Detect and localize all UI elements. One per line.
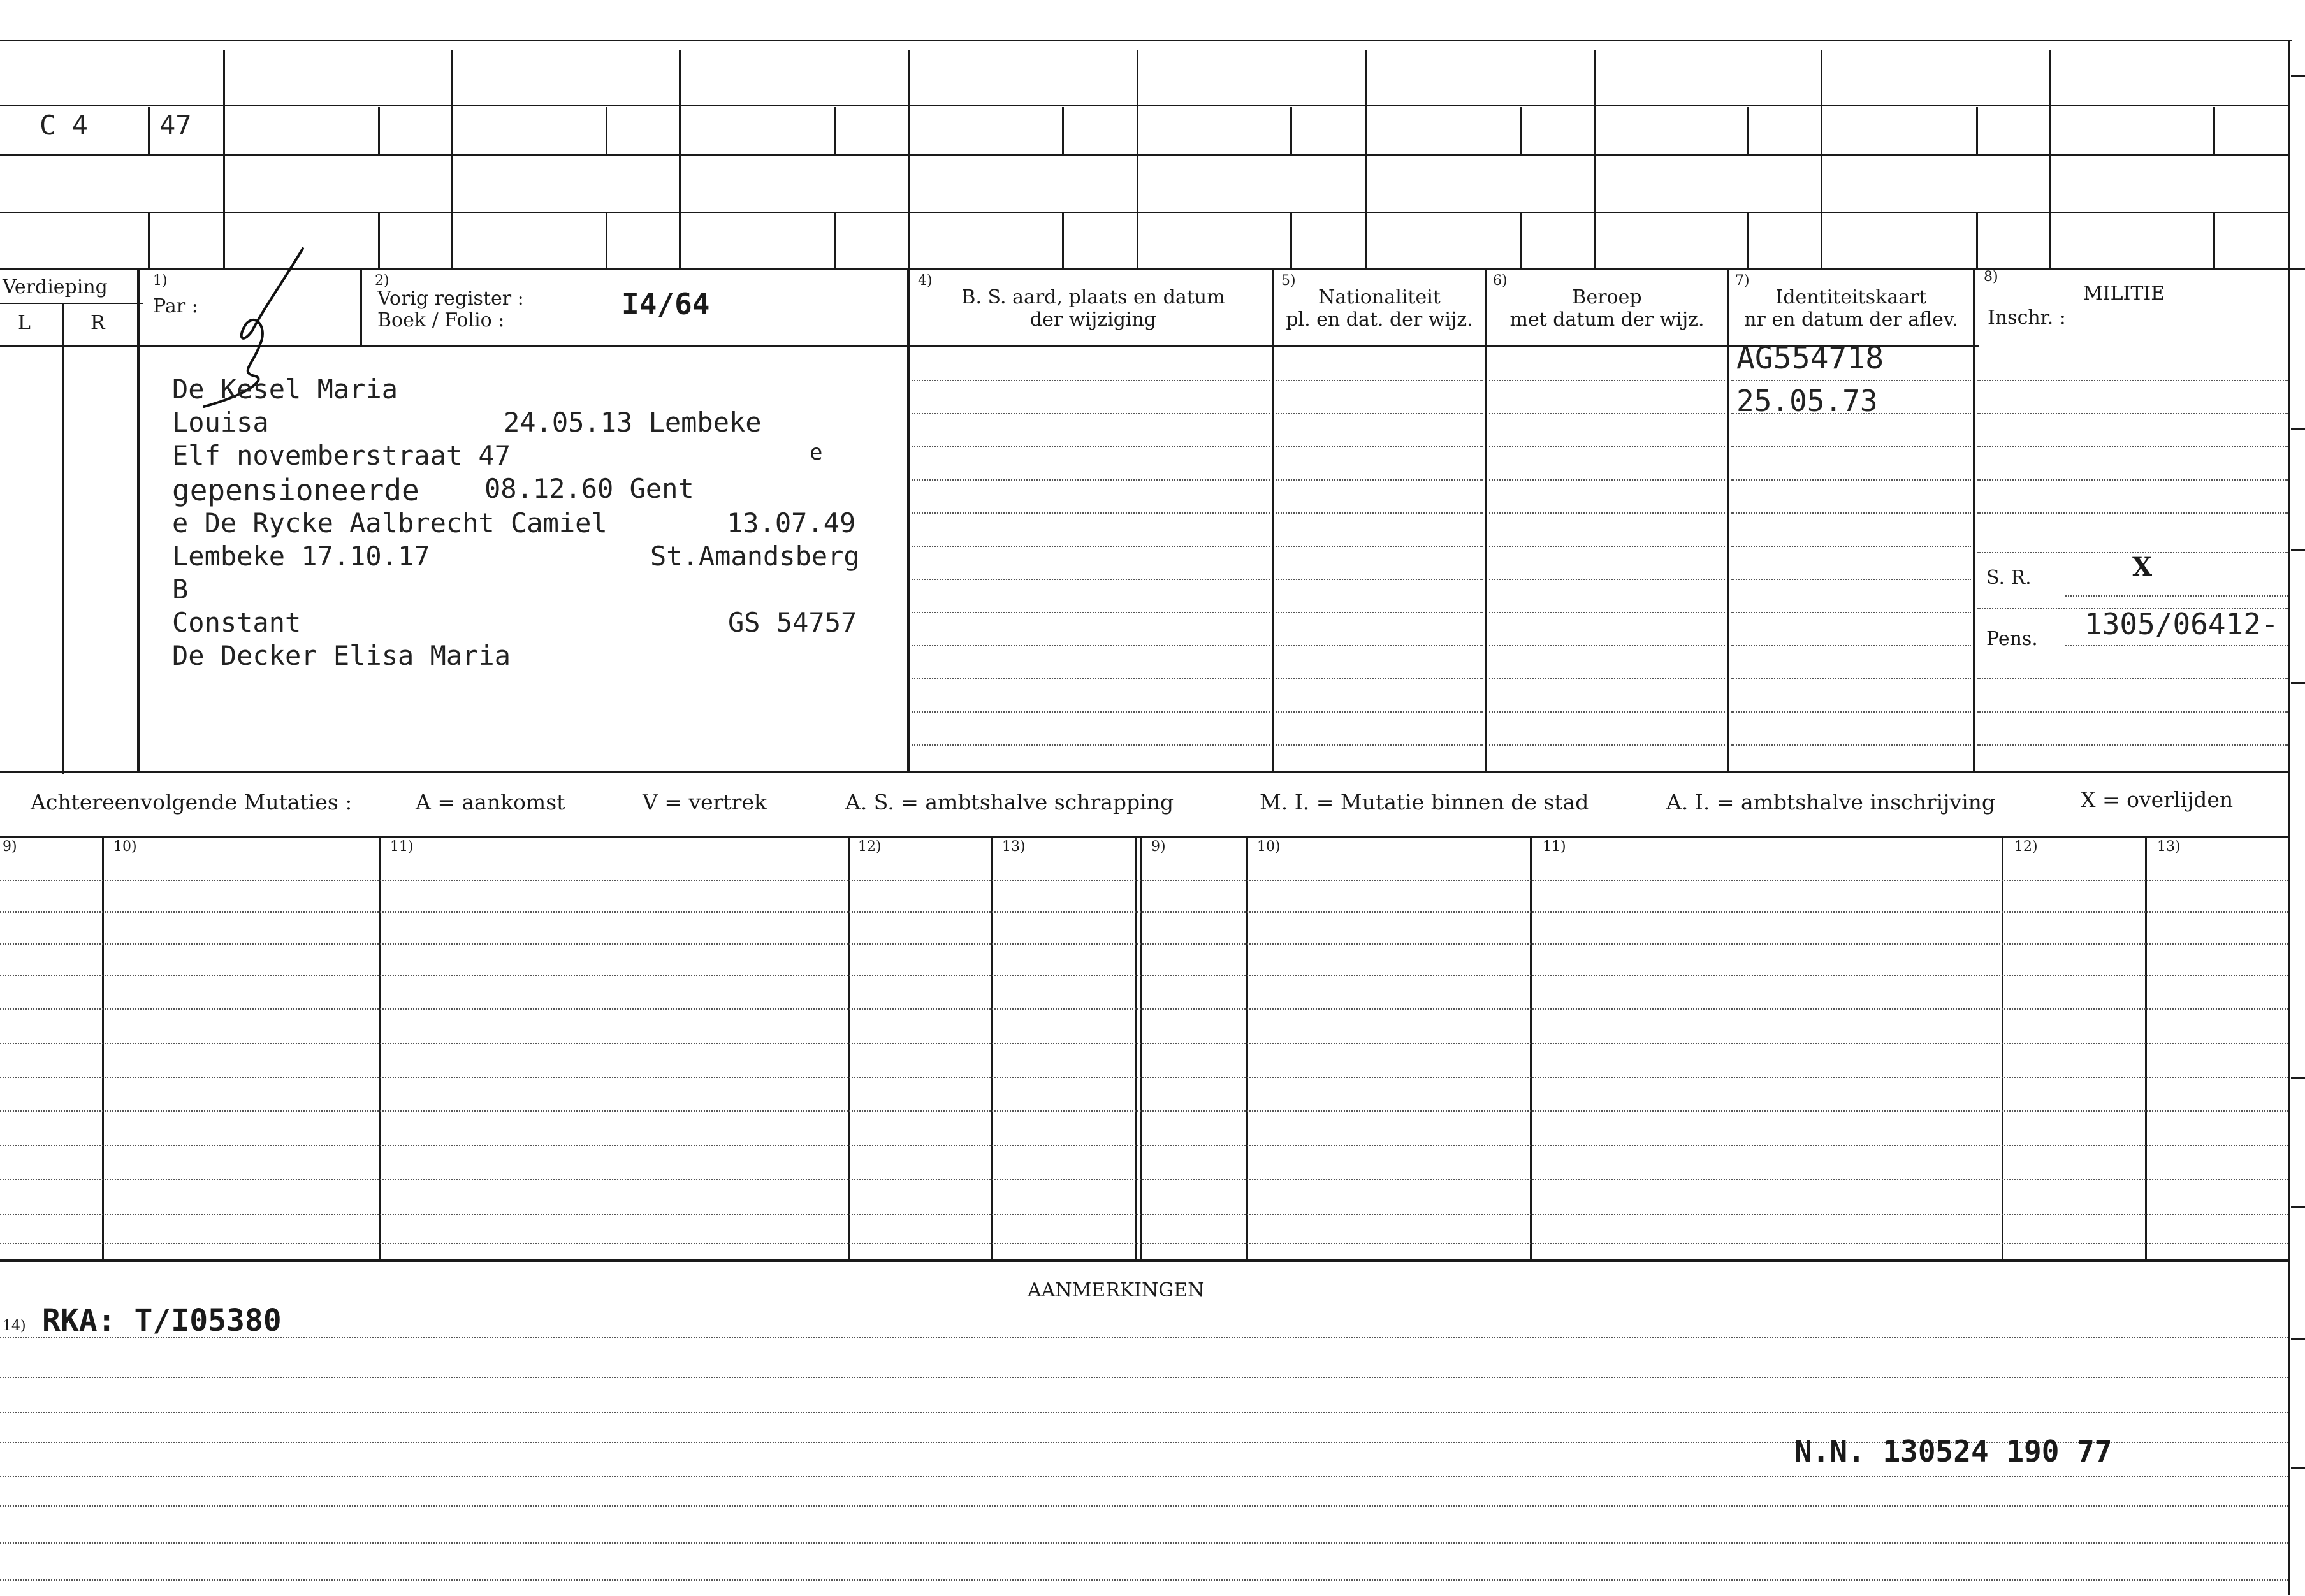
col4-header-line2: der wijziging [1029,308,1157,331]
col5-header-line2: pl. en dat. der wijz. [1286,308,1473,331]
legend-inschrijving: A. I. = ambtshalve inschrijving [1666,790,1996,815]
mut-right-col10: 10) [1257,839,1281,855]
col4-number: 4) [918,273,933,289]
mut-right-col11: 11) [1543,839,1566,855]
top-code-c4: C 4 [40,110,88,141]
person-mother: De Decker Elisa Maria [172,640,511,671]
register-value: I4/64 [622,287,710,321]
identity-date: 25.05.73 [1736,384,1878,418]
person-occupation: gepensioneerde [172,473,419,507]
mutaties-title: Achtereenvolgende Mutaties : [31,790,353,815]
mut-right-col12: 12) [2014,839,2038,855]
person-spouse-birth: Lembeke 17.10.17 [172,540,430,572]
col4-header-line1: B. S. aard, plaats en datum [961,286,1225,308]
vorig-register-label: Vorig register : [377,287,524,310]
person-firstname: Louisa [172,407,269,438]
col7-header-line1: Identiteitskaart [1775,286,1927,308]
mut-left-col9: 9) [3,839,17,855]
top-code-47: 47 [159,110,192,141]
col7-header-line2: nr en datum der aflev. [1744,308,1958,331]
person-spouse-place: St.Amandsberg [650,540,860,572]
col8-number: 8) [1984,269,1998,285]
col6-number: 6) [1493,273,1508,289]
nn-number: N.N. 130524 190 77 [1794,1434,2112,1469]
col7-number: 7) [1735,273,1750,289]
legend-overlijden: X = overlijden [2081,787,2234,812]
legend-schrapping: A. S. = ambtshalve schrapping [845,790,1174,815]
mut-left-col10: 10) [113,839,137,855]
col5-header-line1: Nationaliteit [1318,286,1441,308]
mut-right-col13: 13) [2157,839,2181,855]
verdieping-label: Verdieping [3,276,108,298]
col5-header [1276,287,1483,331]
pens-label: Pens. [1986,628,2038,650]
col5-number: 5) [1281,273,1296,289]
mut-right-col9: 9) [1151,839,1166,855]
mut-left-col11: 11) [390,839,414,855]
col2-number: 2) [375,273,389,289]
person-father: Constant [172,607,302,638]
remark-number: 14) [3,1318,26,1334]
person-marriage-date: 13.07.49 [727,507,856,539]
person-address: Elf novemberstraat 47 [172,440,511,471]
par-label: Par : [153,295,198,317]
legend-mutatie: M. I. = Mutatie binnen de stad [1260,790,1589,815]
person-occupation-date: 08.12.60 Gent [484,473,694,504]
pens-value: 1305/06412- [2084,607,2279,641]
inschr-label: Inschr. : [1988,307,2066,329]
verdieping-l-label: L [18,312,31,334]
verdieping-r-label: R [91,312,105,334]
identity-number: AG554718 [1736,340,1884,376]
sr-value: X [2132,552,2153,582]
person-name: De Kesel Maria [172,374,398,405]
person-address-mark: e [810,440,823,465]
mut-left-col12: 12) [858,839,882,855]
mut-left-col13: 13) [1002,839,1026,855]
person-birth: 24.05.13 Lembeke [504,407,762,438]
person-code: GS 54757 [728,607,857,638]
militie-label: MILITIE [2083,282,2165,305]
aanmerkingen-title: AANMERKINGEN [1028,1279,1205,1302]
person-spouse: e De Rycke Aalbrecht Camiel [172,507,607,539]
rka-remark: RKA: T/I05380 [42,1303,282,1338]
col6-header [1489,287,1725,331]
col6-header-line1: Beroep [1572,286,1642,308]
boek-folio-label: Boek / Folio : [377,309,505,331]
col7-header [1730,287,1972,331]
person-letter: B [172,574,189,605]
sr-label: S. R. [1986,567,2032,589]
col6-header-line2: met datum der wijz. [1509,308,1705,331]
legend-vertrek: V = vertrek [643,790,767,815]
col4-header [918,287,1269,331]
legend-aankomst: A = aankomst [416,790,565,815]
col1-number: 1) [153,273,168,289]
